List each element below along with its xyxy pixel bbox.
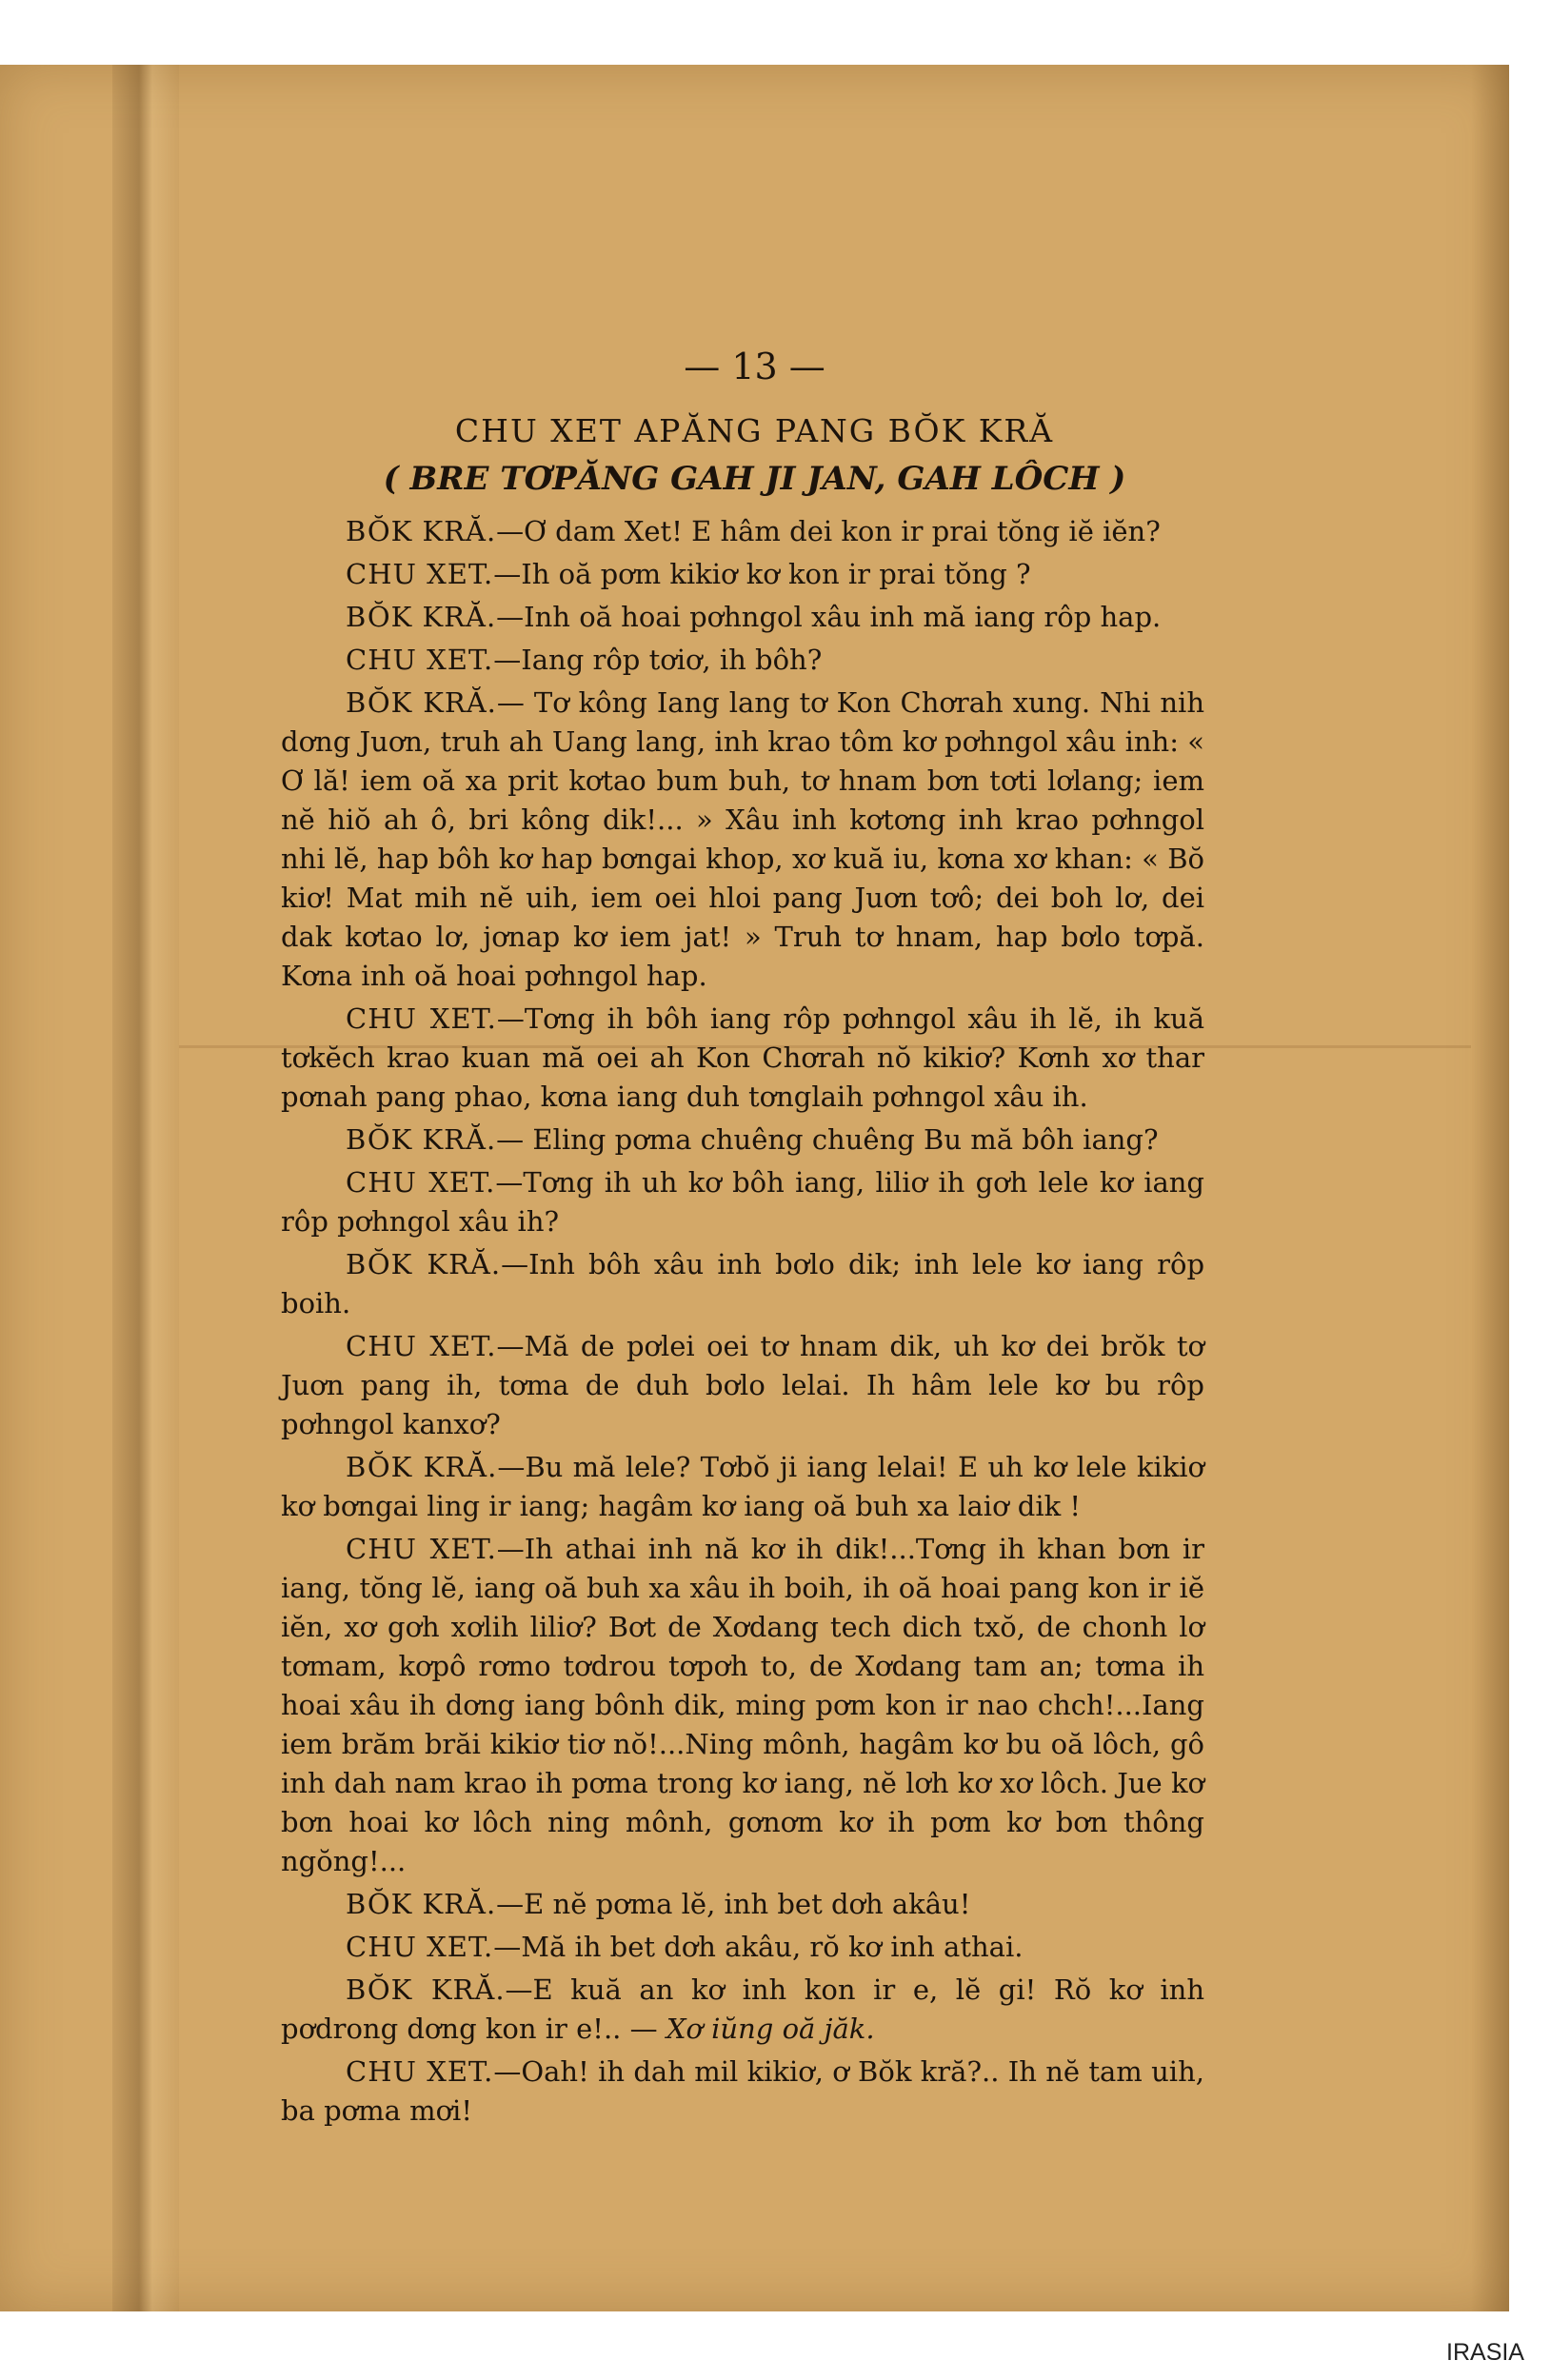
dialogue-line: —E kuă an kơ inh kon ir e, lĕ gi! Rŏ kơ inh pơdrong dơng kon ir e!.. — <box>281 1973 1205 2045</box>
dialogue-paragraph <box>281 1448 1204 1526</box>
dialogue-paragraph <box>281 598 1204 637</box>
page-fold <box>112 65 179 2311</box>
dialogue-paragraph <box>281 1163 1204 1241</box>
dialogue-paragraph <box>281 1971 1204 2049</box>
dialogue-line: — Eling pơma chuêng chuêng Bu mă bôh iang? <box>496 1123 1159 1156</box>
page-number: — 13 — <box>684 346 825 387</box>
speaker-name: CHU XET. <box>346 644 494 676</box>
page-title: CHU XET APĂNG PANG BŎK KRĂ <box>454 412 1055 449</box>
page-subtitle: ( BRE TƠPĂNG GAH JI JAN, GAH LÔCH ) <box>383 460 1126 498</box>
dialogue-paragraph <box>281 1928 1204 1967</box>
dialogue-line: — Tơ kông Iang lang tơ Kon Chơrah xung. Nhi nih dơng Juơn, truh ah Uang lang, inh krao tôm kơ pơhngol xâu inh: « Ơ lă! iem oă xa prit kơtao bum buh, tơ hnam bơn tơti lơlang; iem nĕ hiŏ ah ô, bri kông dik!... » Xâu inh kơtơng inh krao pơhngol nhi lĕ, hap bôh kơ hap bơngai khop, xơ kuă iu, kơna xơ khan: « Bŏ kiơ! Mat mih nĕ uih, iem oei hloi pang Juơn tơô; dei boh lơ, dei dak kơtao lơ, jơnap kơ iem jat! » Truh tơ hnam, hap bơlo tơpă. Kơna inh oă hoai pơhngol hap. <box>281 686 1204 992</box>
dialogue-paragraph <box>281 1530 1204 1881</box>
dialogue-line: —Ih oă pơm kikiơ kơ kon ir prai tŏng ? <box>493 558 1031 590</box>
dialogue-line: —Bu mă lele? Tơbŏ ji iang lelai! E uh kơ lele kikiơ kơ bơngai ling ir iang; hagâm kơ iang oă buh xa laiơ dik ! <box>281 1451 1205 1522</box>
watermark: IRASIA <box>1446 2339 1524 2366</box>
speaker-name: CHU XET. <box>346 1330 497 1362</box>
dialogue-paragraph <box>281 512 1204 551</box>
dialogue-paragraph <box>281 1000 1204 1117</box>
dialogue-line: —Mă ih bet dơh akâu, rŏ kơ inh athai. <box>493 1931 1024 1963</box>
dialogue-line: —Inh bôh xâu inh bơlo dik; inh lele kơ iang rôp boih. <box>281 1248 1205 1319</box>
dialogue-line: —Iang rôp tơiơ, ih bôh? <box>493 644 823 676</box>
speaker-name: BŎK KRĂ. <box>346 1451 498 1483</box>
dialogue-paragraph <box>281 2053 1204 2131</box>
speaker-name: CHU XET. <box>346 1533 497 1565</box>
dialogue-line: —Ơ dam Xet! E hâm dei kon ir prai tŏng iĕ iĕn? <box>496 515 1161 547</box>
speaker-name: BŎK KRĂ. <box>346 1248 502 1280</box>
dialogue-paragraph <box>281 1885 1204 1924</box>
page-edge-shadow <box>1471 65 1509 2311</box>
speaker-name: BŎK KRĂ. <box>346 1123 497 1156</box>
speaker-name: BŎK KRĂ. <box>346 515 497 547</box>
dialogue-line: —Mă de pơlei oei tơ hnam dik, uh kơ dei brŏk tơ Juơn pang ih, tơma de duh bơlo lelai. Ih hâm lele kơ bu rôp pơhngol kanxơ? <box>281 1330 1204 1440</box>
speaker-name: BŎK KRĂ. <box>346 1973 506 2006</box>
dialogue-line: —Tơng ih uh kơ bôh iang, liliơ ih gơh lele kơ iang rôp pơhngol xâu ih? <box>281 1166 1204 1238</box>
dialogue-paragraph <box>281 1245 1204 1323</box>
speaker-name: BŎK KRĂ. <box>346 1888 497 1920</box>
dialogue-line: —Ih athai inh nă kơ ih dik!...Tơng ih khan bơn ir iang, tŏng lĕ, iang oă buh xa xâu ih boih, ih oă hoai pang kon ir iĕ iĕn, xơ gơh xơlih liliơ? Bơt de Xơdang tech dich txŏ, de chonh lơ tơmam, kơpô rơmo tơdrou tơpơh to, de Xơdang tam an; tơma ih hoai xâu ih dơng iang bônh dik, ming pơm kon ir nao chch!...Iang iem brăm brăi kikiơ tiơ nŏ!...Ning mônh, hagâm kơ bu oă lôch, gô inh dah nam krao ih pơma trong kơ iang, nĕ lơh kơ xơ lôch. Jue kơ bơn hoai kơ lôch ning mônh, gơnơm kơ ih pơm kơ bơn thông ngŏng!... <box>281 1533 1204 1877</box>
speaker-name: BŎK KRĂ. <box>346 686 497 719</box>
dialogue-paragraph <box>281 1121 1204 1160</box>
stage-direction: Xơ iŭng oă jăk. <box>666 2013 875 2045</box>
dialogue-line: —Oah! ih dah mil kikiơ, ơ Bŏk kră?.. Ih nĕ tam uih, ba pơma mơi! <box>281 2055 1204 2127</box>
speaker-name: CHU XET. <box>346 1931 494 1963</box>
dialogue-paragraph <box>281 555 1204 594</box>
dialogue-paragraph <box>281 641 1204 680</box>
dialogue-text <box>281 512 1204 2134</box>
speaker-name: CHU XET. <box>346 1002 497 1035</box>
speaker-name: CHU XET. <box>346 2055 494 2088</box>
speaker-name: CHU XET. <box>346 1166 496 1199</box>
speaker-name: CHU XET. <box>346 558 494 590</box>
paper-sheet <box>0 65 1509 2311</box>
dialogue-paragraph <box>281 684 1204 996</box>
dialogue-line: —E nĕ pơma lĕ, inh bet dơh akâu! <box>496 1888 971 1920</box>
speaker-name: BŎK KRĂ. <box>346 601 497 633</box>
dialogue-line: —Inh oă hoai pơhngol xâu inh mă iang rôp hap. <box>496 601 1162 633</box>
dialogue-paragraph <box>281 1327 1204 1444</box>
dialogue-line: —Tơng ih bôh iang rôp pơhngol xâu ih lĕ, ih kuă tơkĕch krao kuan mă oei ah Kon Chơrah nŏ kikiơ? Kơnh xơ thar pơnah pang phao, kơna iang duh tơnglaih pơhngol xâu ih. <box>281 1002 1204 1113</box>
